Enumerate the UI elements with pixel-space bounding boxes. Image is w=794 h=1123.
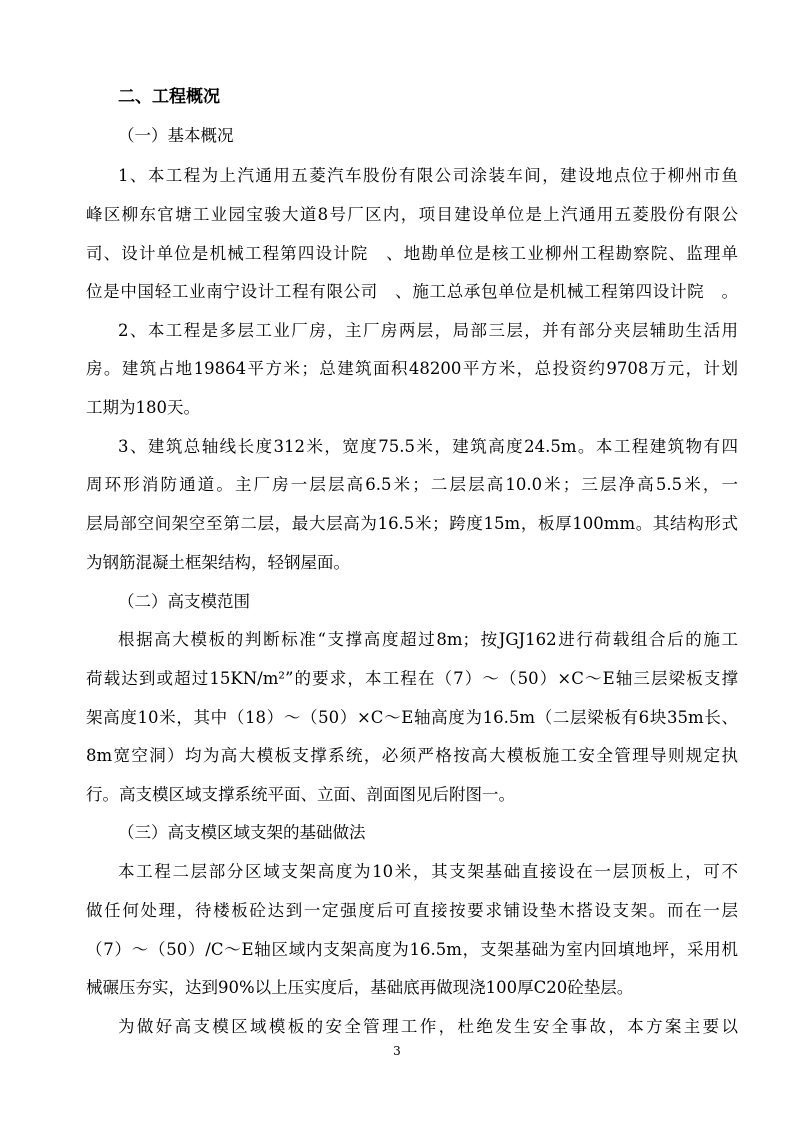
subsection-heading-scope: （二）高支模范围 (118, 592, 250, 611)
paragraph-line: 周环形消防通道。主厂房一层层高6.5米；二层层高10.0米；三层净高5.5米，一 (86, 475, 738, 494)
paragraph-line: 做任何处理，待楼板砼达到一定强度后可直接按要求铺设垫木搭设支架。而在一层 (86, 901, 738, 920)
paragraph-line: 为做好高支模区域模板的安全管理工作，杜绝发生安全事故，本方案主要以 (118, 1017, 738, 1036)
paragraph-line: 1、本工程为上汽通用五菱汽车股份有限公司涂装车间，建设地点位于柳州市鱼 (118, 166, 738, 185)
paragraph-line: 8m宽空洞）均为高大模板支撑系统，必须严格按高大模板施工安全管理导则规定执 (86, 746, 738, 765)
paragraph-line: 架高度10米，其中（18）～（50）×C～E轴高度为16.5m（二层梁板有6块35m长、 (86, 708, 738, 727)
paragraph-line: 工期为180天。 (86, 398, 200, 417)
paragraph-line: 荷载达到或超过15KN/m²”的要求，本工程在（7）～（50）×C～E轴三层梁板支撑 (86, 669, 738, 688)
subsection-heading-basic: （一）基本概况 (118, 126, 234, 145)
subsection-heading-foundation: （三）高支模区域支架的基础做法 (118, 823, 366, 842)
paragraph-line: 房。建筑占地19864平方米；总建筑面积48200平方米，总投资约9708万元，计划 (86, 359, 738, 378)
paragraph-line: 位是中国轻工业南宁设计工程有限公司 、施工总承包单位是机械工程第四设计院 。 (86, 282, 738, 301)
paragraph-line: 司、设计单位是机械工程第四设计院 、地勘单位是核工业柳州工程勘察院、监理单 (86, 244, 738, 263)
page-number: 3 (393, 1044, 401, 1058)
paragraph-line: 3、建筑总轴线长度312米，宽度75.5米，建筑高度24.5m。本工程建筑物有四 (118, 437, 738, 456)
paragraph-line: 行。高支模区域支撑系统平面、立面、剖面图见后附图一。 (86, 785, 515, 804)
paragraph-line: 层局部空间架空至第二层，最大层高为16.5米；跨度15m，板厚100mm。其结构形式 (86, 514, 738, 533)
paragraph-line: 械碾压夯实，达到90%以上压实度后，基础底再做现浇100厚C20砼垫层。 (86, 978, 634, 997)
paragraph-line: 峰区柳东官塘工业园宝骏大道8号厂区内，项目建设单位是上汽通用五菱股份有限公 (86, 205, 738, 224)
paragraph-line: （7）～（50）/C～E轴区域内支架高度为16.5m，支架基础为室内回填地坪，采用机 (86, 940, 738, 959)
paragraph-line: 为钢筋混凝土框架结构，轻钢屋面。 (86, 553, 350, 572)
paragraph-line: 根据高大模板的判断标准“支撑高度超过8m；按JGJ162进行荷载组合后的施工 (118, 630, 738, 649)
section-title: 二、工程概况 (118, 87, 220, 107)
paragraph-line: 2、本工程是多层工业厂房，主厂房两层，局部三层，并有部分夹层辅助生活用 (118, 321, 738, 340)
paragraph-line: 本工程二层部分区域支架高度为10米，其支架基础直接设在一层顶板上，可不 (118, 862, 738, 881)
